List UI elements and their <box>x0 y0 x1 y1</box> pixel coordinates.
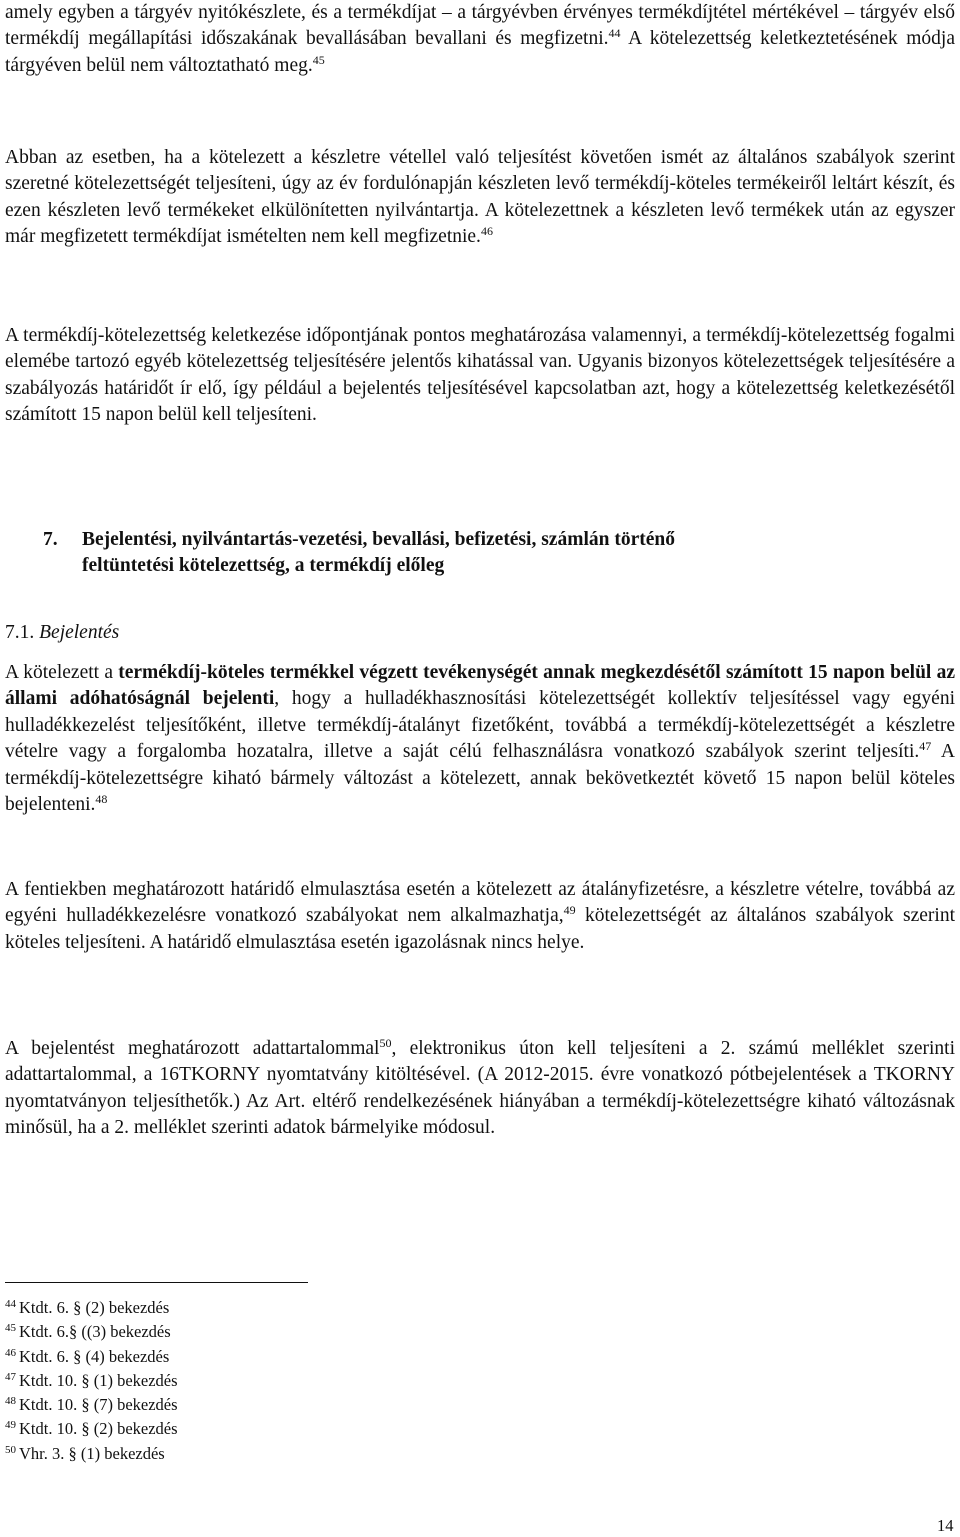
paragraph-text: , elektronikus úton kell teljesíteni a 2. számú melléklet szerinti adattartalommal, a 16TKORNY nyomtatvány kitöltésével. (A 2012-2015. évre vonatkozó pótbejelentések a TKORNY nyomtatványon teljesíthetők.) Az Art. eltérő rendelkezésének hiányában a termékdíj-kötelezettségre kiható változásnak minősül, ha a 2. melléklet szerinti adatok bármelyike módosul. <box>5 1038 955 1139</box>
footnote-number: 46 <box>5 1346 16 1359</box>
section-title-line1: Bejelentési, nyilvántartás-vezetési, bevallási, befizetési, számlán történő <box>82 529 675 550</box>
paragraph-text: A bejelentést meghatározott adattartalommal <box>5 1038 380 1059</box>
paragraph-obligation-timing <box>5 323 955 429</box>
section-number: 7. <box>43 529 58 550</box>
footnote-item <box>5 1417 178 1441</box>
page-number: 14 <box>937 1516 954 1535</box>
paragraph-text: kötelezettségét az általános szabályok szerint köteles teljesíteni. A határidő elmulasztása esetén igazolásnak nincs helye. <box>5 905 955 953</box>
footnote-number: 48 <box>5 1395 16 1408</box>
paragraph-text: A kötelezett a <box>5 662 119 683</box>
footnote-text: Ktdt. 10. § (1) bekezdés <box>19 1370 178 1390</box>
section-heading <box>43 527 943 580</box>
footnote-text: Ktdt. 6. § (2) bekezdés <box>19 1298 170 1317</box>
paragraph-text: amely egyben a tárgyév nyitókészlete, és a termékdíjat – a tárgyévben érvényes termékdíjtétel mértékével – tárgyév első termékdíj megállapítási időszakának bevallásában bevallani és megfizetni. <box>5 2 955 50</box>
paragraph-bold-text: termékdíj-köteles termékkel végzett tevékenységét annak megkezdésétől számított 15 napon belül az állami adóhatóságnál bejelenti <box>5 662 955 710</box>
footnote-item <box>5 1345 178 1369</box>
footnote-item <box>5 1369 178 1393</box>
subsection-title: Bejelentés <box>39 622 120 643</box>
footnote-number: 47 <box>5 1370 16 1383</box>
footnote-item <box>5 1393 178 1417</box>
footnote-item <box>5 1296 178 1320</box>
footnote-number: 44 <box>5 1298 16 1310</box>
footnote-item <box>5 1442 178 1466</box>
footnote-ref[interactable]: 44 <box>608 26 621 41</box>
footnote-divider <box>5 1282 308 1283</box>
footnote-ref[interactable]: 50 <box>379 1036 392 1050</box>
footnote-text: Ktdt. 6.§ ((3) bekezdés <box>19 1322 171 1342</box>
paragraph-text: A kötelezettség keletkeztetésének módja tárgyéven belül nem változtatható meg. <box>5 28 955 76</box>
subsection-heading <box>5 620 119 646</box>
footnote-ref[interactable]: 48 <box>95 792 108 807</box>
paragraph-inventory-opening <box>5 0 955 79</box>
footnote-number: 49 <box>5 1419 16 1432</box>
paragraph-return-general-rules <box>5 145 955 251</box>
footnote-text: Vhr. 3. § (1) bekezdés <box>19 1443 165 1463</box>
footnote-item <box>5 1320 178 1344</box>
paragraph-text: A fentiekben meghatározott határidő elmulasztása esetén a kötelezett az átalányfizetésre, a készletre vételre, továbbá az egyéni hulladékkezelésre vonatkozó szabályokat nem alkalmazhatja, <box>5 879 955 927</box>
subsection-number: 7.1. <box>5 622 35 643</box>
footnote-number: 45 <box>5 1322 16 1335</box>
paragraph-text: Abban az esetben, ha a kötelezett a készletre vétellel való teljesítést követően ismét az általános szabályok szerint szeretné kötelezettségét teljesíteni, úgy az év fordulónapján készleten levő termékdíj-köteles termékeiről leltárt készít, és ezen készleten levő termékeket elkülönítetten nyilvántartja. A kötelezettnek a készleten levő termékek után az egyszer már megfizetett termékdíjat ismételten nem kell megfizetnie. <box>5 147 955 248</box>
paragraph-text: A termékdíj-kötelezettség keletkezése időpontjának pontos meghatározása valamennyi, a termékdíj-kötelezettség fogalmi elemébe tartozó egyéb kötelezettség teljesítésére jelentős kihatással van. Ugyanis bizonyos kötelezettségek teljesítésére a szabályozás határidőt ír elő, így például a bejelentés teljesítésével kapcsolatban azt, hogy a kötelezettség keletkezésétől számított 15 napon belül kell teljesíteni. <box>5 325 955 426</box>
footnote-ref[interactable]: 49 <box>563 903 576 918</box>
paragraph-text: A termékdíj-kötelezettségre kiható bármely változást a kötelezett, annak bekövetkeztét követő 15 napon belül köteles bejelenteni. <box>5 741 955 816</box>
footnote-text: Ktdt. 10. § (7) bekezdés <box>19 1395 178 1415</box>
footnote-text: Ktdt. 6. § (4) bekezdés <box>19 1346 170 1366</box>
footnote-text: Ktdt. 10. § (2) bekezdés <box>19 1419 178 1439</box>
paragraph-deadline-missed <box>5 877 955 956</box>
section-title-line2: feltüntetési kötelezettség, a termékdíj előleg <box>82 555 445 577</box>
paragraph-registration <box>5 660 955 818</box>
footnote-number: 50 <box>5 1443 16 1456</box>
footnote-ref[interactable]: 47 <box>919 739 932 754</box>
footnotes-list <box>5 1296 178 1466</box>
paragraph-electronic-filing <box>5 1036 955 1142</box>
footnote-ref[interactable]: 45 <box>312 52 325 67</box>
paragraph-text: , hogy a hulladékhasznosítási kötelezettségét kollektív teljesítéssel vagy egyéni hulladékkezelést teljesítőként, illetve termékdíj-átalányt fizetőként, továbbá a termékdíj-kötelezettségét a készletre vételre vagy a forgalomba hozatalra, illetve a saját célú felhasználásra vonatkozó szabályok szerint teljesíti. <box>5 688 955 763</box>
footnote-ref[interactable]: 46 <box>480 224 493 239</box>
